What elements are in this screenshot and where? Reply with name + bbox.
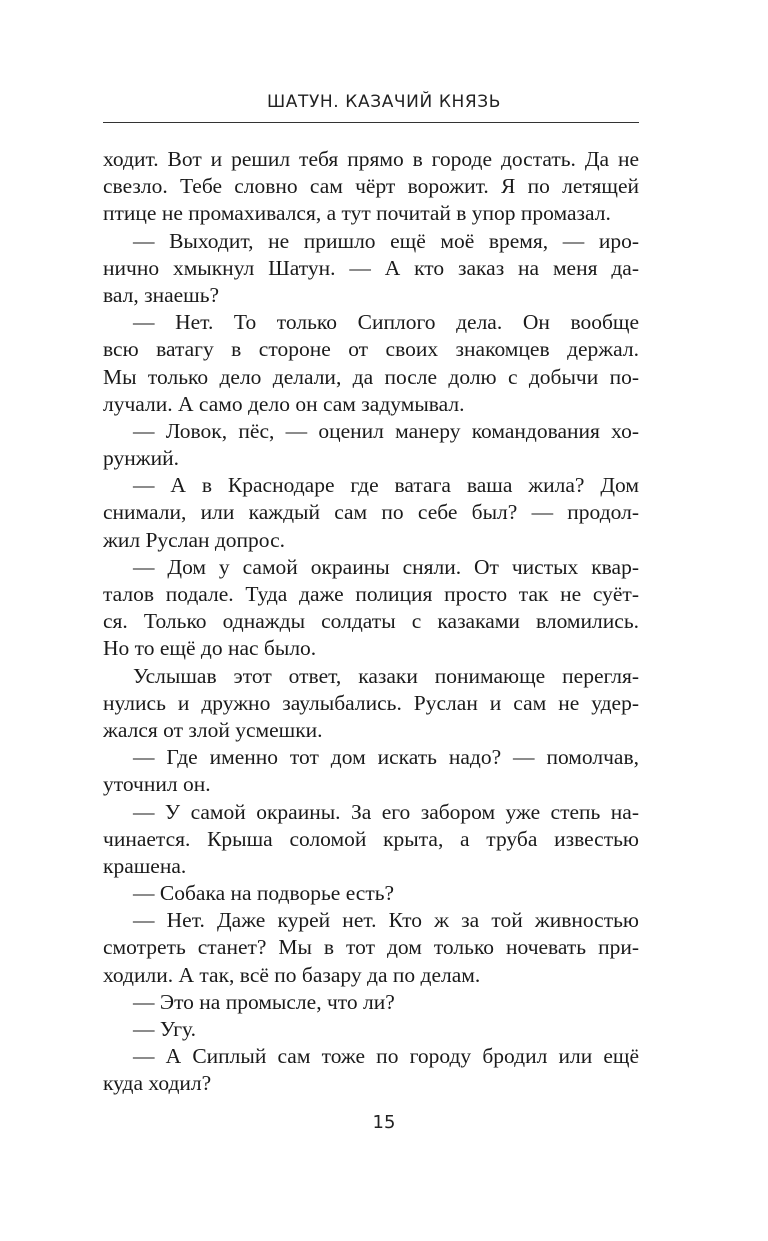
text-line: Но то ещё до нас было.: [103, 636, 317, 661]
text-line: — Выходит, не пришло ещё моё время, — иро-: [133, 228, 639, 253]
page-number: 15: [372, 1112, 396, 1133]
text-line: нулись и дружно заулыбались. Руслан и сам не удер-: [103, 690, 639, 715]
text-line: — Где именно тот дом искать надо? — помолчав,: [133, 745, 639, 770]
text-line: ся. Только однажды солдаты с казаками вломились.: [103, 609, 639, 634]
text-line: — А в Краснодаре где ватага ваша жила? Дом: [133, 473, 639, 498]
text-line: ходили. А так, всё по базару да по делам.: [103, 962, 481, 987]
text-line: — Собака на подворье есть?: [133, 881, 395, 906]
header-rule: [103, 122, 639, 123]
text-line: — Угу.: [133, 1017, 196, 1041]
text-line: свезло. Тебе словно сам чёрт ворожит. Я по летящей: [103, 174, 639, 199]
text-line: рунжий.: [103, 446, 179, 471]
body-text: [103, 146, 639, 1098]
text-line: — Это на промысле, что ли?: [133, 989, 395, 1014]
text-line: крашена.: [103, 853, 187, 878]
text-line: талов подале. Туда даже полиция просто так не суёт-: [103, 582, 639, 606]
text-line: ходит. Вот и решил тебя прямо в городе достать. Да не: [103, 147, 639, 171]
text-line: — Ловок, пёс, — оценил манеру командования хо-: [133, 418, 639, 443]
text-line: всю ватагу в стороне от своих знакомцев держал.: [103, 337, 639, 362]
text-line: — У самой окраины. За его забором уже степь на-: [133, 799, 639, 824]
running-title: ШАТУН. КАЗАЧИЙ КНЯЗЬ: [266, 92, 502, 112]
text-line: вал, знаешь?: [103, 282, 220, 307]
text-line: смотреть станет? Мы в тот дом только ночевать при-: [103, 935, 639, 960]
text-line: чинается. Крыша соломой крыта, а труба известью: [103, 826, 639, 851]
text-line: птице не промахивался, а тут почитай в упор промазал.: [103, 201, 611, 226]
text-line: — Нет. То только Сиплого дела. Он вообще: [133, 310, 639, 335]
text-line: уточнил он.: [103, 772, 211, 797]
text-line: — А Сиплый сам тоже по городу бродил или ещё: [133, 1044, 639, 1069]
text-line: лучали. А само дело он сам задумывал.: [103, 391, 465, 416]
text-line: нично хмыкнул Шатун. — А кто заказ на меня да-: [103, 255, 639, 280]
text-line: жался от злой усмешки.: [103, 717, 323, 742]
text-line: Мы только дело делали, да после долю с добычи по-: [103, 364, 639, 389]
text-line: — Дом у самой окраины сняли. От чистых квар-: [133, 554, 639, 579]
text-line: куда ходил?: [103, 1071, 212, 1096]
text-line: снимали, или каждый сам по себе был? — продол-: [103, 500, 639, 525]
text-line: Услышав этот ответ, казаки понимающе перегля-: [133, 663, 639, 688]
text-line: — Нет. Даже курей нет. Кто ж за той живностью: [133, 908, 639, 933]
text-line: жил Руслан допрос.: [103, 527, 286, 552]
